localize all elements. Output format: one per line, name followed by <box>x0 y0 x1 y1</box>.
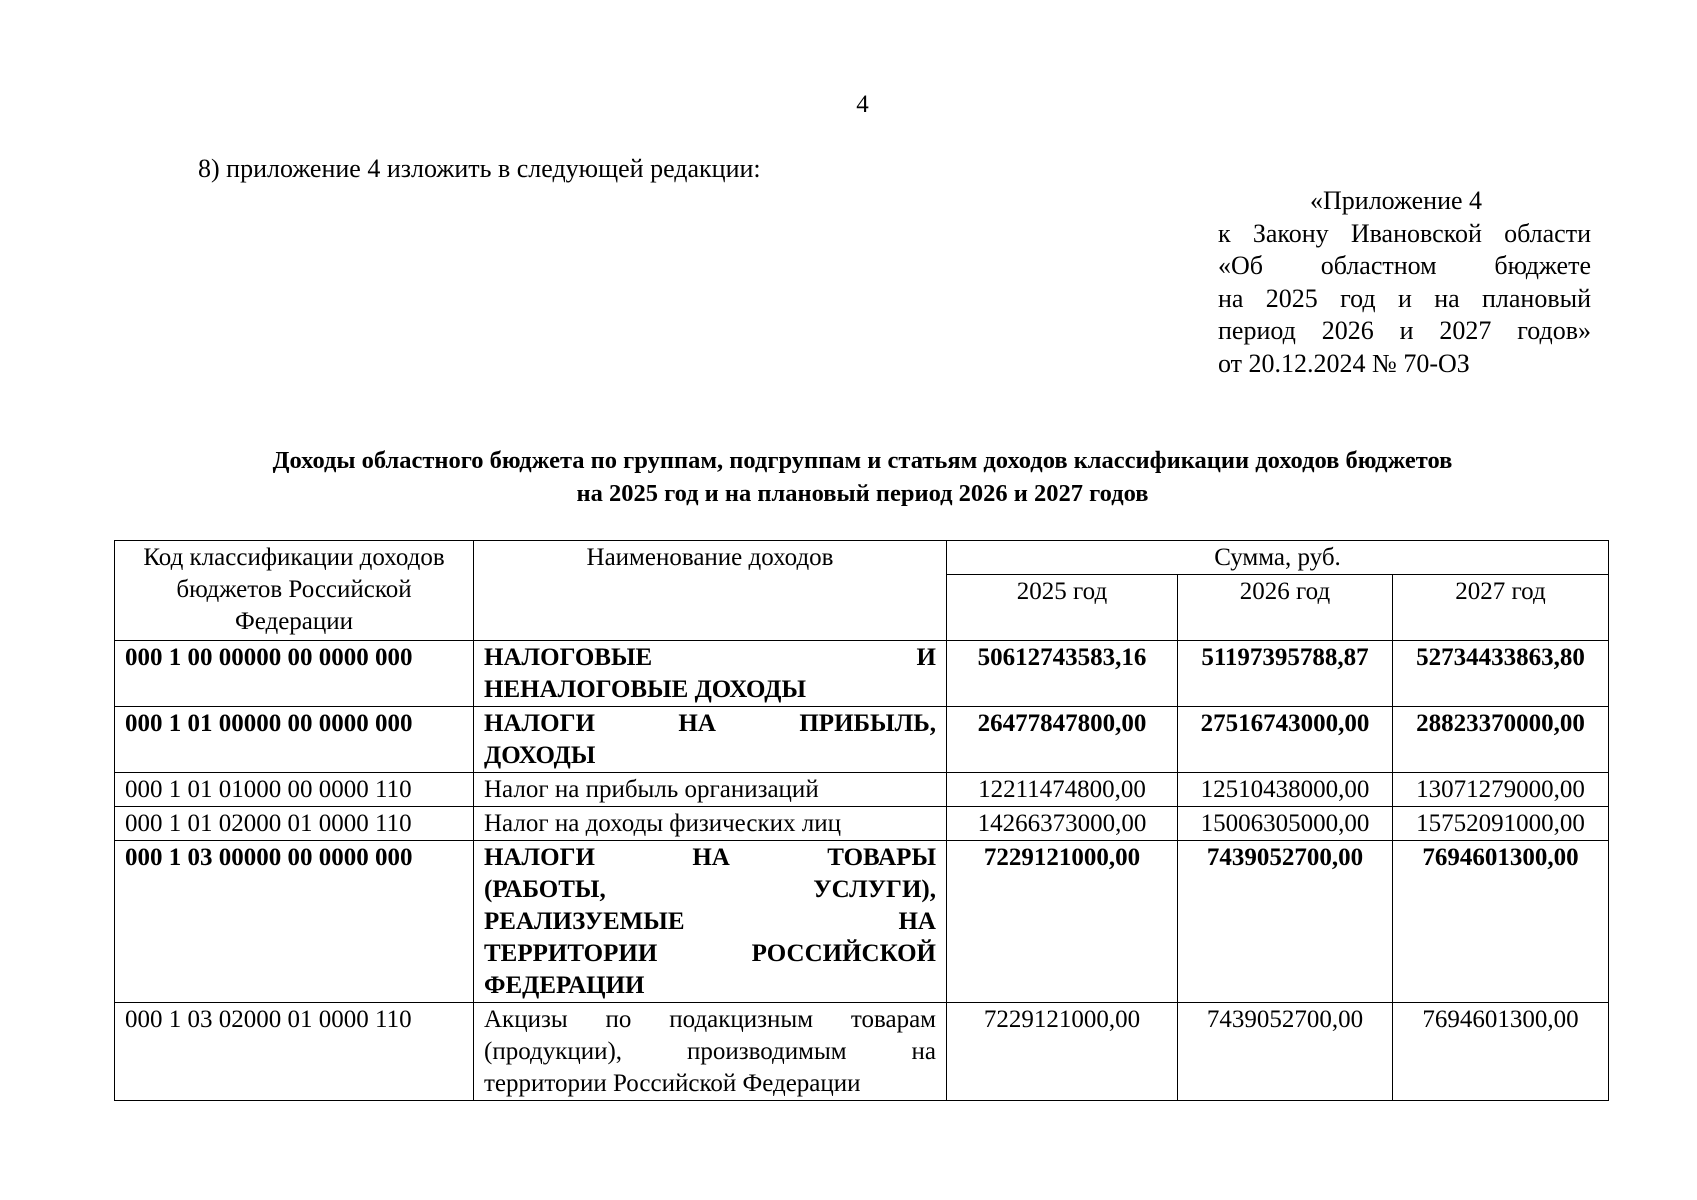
row-name-line: НАЛОГОВЫЕ И <box>484 644 936 671</box>
appendix-line: период 2026 и 2027 годов» <box>1218 316 1591 345</box>
row-name-line: НАЛОГИ НА ТОВАРЫ <box>484 844 936 871</box>
page-number: 4 <box>856 91 869 118</box>
row-name-line: НАЛОГИ НА ПРИБЫЛЬ, <box>484 710 936 737</box>
row-name-line: Налог на прибыль организаций <box>484 776 819 803</box>
appendix-header <box>1218 185 1591 380</box>
row-name-line: РЕАЛИЗУЕМЫЕ НА <box>484 908 936 935</box>
appendix-line: на 2025 год и на плановый <box>1218 283 1591 313</box>
row-value-2025: 50612743583,16 <box>947 641 1178 707</box>
intro-text: 8) приложение 4 изложить в следующей редакции: <box>198 154 761 183</box>
row-code: 000 1 01 01000 00 0000 110 <box>115 773 474 807</box>
header-name: Наименование доходов <box>474 541 947 641</box>
row-name-line: (продукции), производимым на <box>484 1038 936 1065</box>
row-code: 000 1 03 02000 01 0000 110 <box>115 1003 474 1101</box>
row-name-line: Акцизы по подакцизным товарам <box>484 1006 936 1033</box>
row-value-2027: 13071279000,00 <box>1393 773 1609 807</box>
table-row <box>115 641 1609 707</box>
row-value-2027: 28823370000,00 <box>1393 707 1609 773</box>
revenue-table <box>114 540 1609 1101</box>
header-year-2025: 2025 год <box>947 575 1178 641</box>
title-line-1: Доходы областного бюджета по группам, подгруппам и статьям доходов классификации доходов бюджетов <box>272 447 1453 474</box>
row-code: 000 1 03 00000 00 0000 000 <box>115 841 474 1003</box>
row-value-2025: 7229121000,00 <box>947 841 1178 1003</box>
row-name <box>474 707 947 773</box>
row-name <box>474 841 947 1003</box>
row-name-line: (РАБОТЫ, УСЛУГИ), <box>484 876 936 903</box>
header-code: Код классификации доходов бюджетов Российской Федерации <box>115 541 474 641</box>
row-code: 000 1 01 02000 01 0000 110 <box>115 807 474 841</box>
table-row <box>115 773 1609 807</box>
appendix-line: «Приложение 4 <box>1310 186 1483 215</box>
table-row <box>115 707 1609 773</box>
row-value-2026: 51197395788,87 <box>1178 641 1393 707</box>
table-row <box>115 1003 1609 1101</box>
row-code: 000 1 01 00000 00 0000 000 <box>115 707 474 773</box>
row-name <box>474 641 947 707</box>
row-name <box>474 807 947 841</box>
header-year-2026: 2026 год <box>1178 575 1393 641</box>
appendix-line: к Закону Ивановской области <box>1218 218 1591 248</box>
row-value-2026: 15006305000,00 <box>1178 807 1393 841</box>
row-name-line: территории Российской Федерации <box>484 1070 861 1097</box>
row-name-line: Налог на доходы физических лиц <box>484 810 841 837</box>
table-row <box>115 807 1609 841</box>
header-year-2027: 2027 год <box>1393 575 1609 641</box>
row-value-2026: 7439052700,00 <box>1178 841 1393 1003</box>
row-value-2025: 26477847800,00 <box>947 707 1178 773</box>
row-name-line: ДОХОДЫ <box>484 742 596 769</box>
title-line-2: на 2025 год и на плановый период 2026 и 2027 годов <box>576 480 1149 507</box>
row-value-2026: 27516743000,00 <box>1178 707 1393 773</box>
row-name <box>474 1003 947 1101</box>
appendix-line: «Об областном бюджете <box>1218 251 1591 280</box>
row-name-line: ТЕРРИТОРИИ РОССИЙСКОЙ <box>484 940 936 967</box>
row-value-2026: 12510438000,00 <box>1178 773 1393 807</box>
row-name-line: НЕНАЛОГОВЫЕ ДОХОДЫ <box>484 676 806 703</box>
row-value-2026: 7439052700,00 <box>1178 1003 1393 1101</box>
document-title <box>110 444 1615 510</box>
row-value-2025: 7229121000,00 <box>947 1003 1178 1101</box>
table-body <box>115 641 1609 1101</box>
row-value-2025: 14266373000,00 <box>947 807 1178 841</box>
row-value-2027: 15752091000,00 <box>1393 807 1609 841</box>
row-value-2025: 12211474800,00 <box>947 773 1178 807</box>
appendix-line: от 20.12.2024 № 70-ОЗ <box>1218 348 1470 378</box>
row-code: 000 1 00 00000 00 0000 000 <box>115 641 474 707</box>
header-sum: Сумма, руб. <box>947 541 1609 575</box>
row-name-line: ФЕДЕРАЦИИ <box>484 972 645 999</box>
row-value-2027: 7694601300,00 <box>1393 1003 1609 1101</box>
row-value-2027: 52734433863,80 <box>1393 641 1609 707</box>
row-value-2027: 7694601300,00 <box>1393 841 1609 1003</box>
row-name <box>474 773 947 807</box>
table-row <box>115 841 1609 1003</box>
